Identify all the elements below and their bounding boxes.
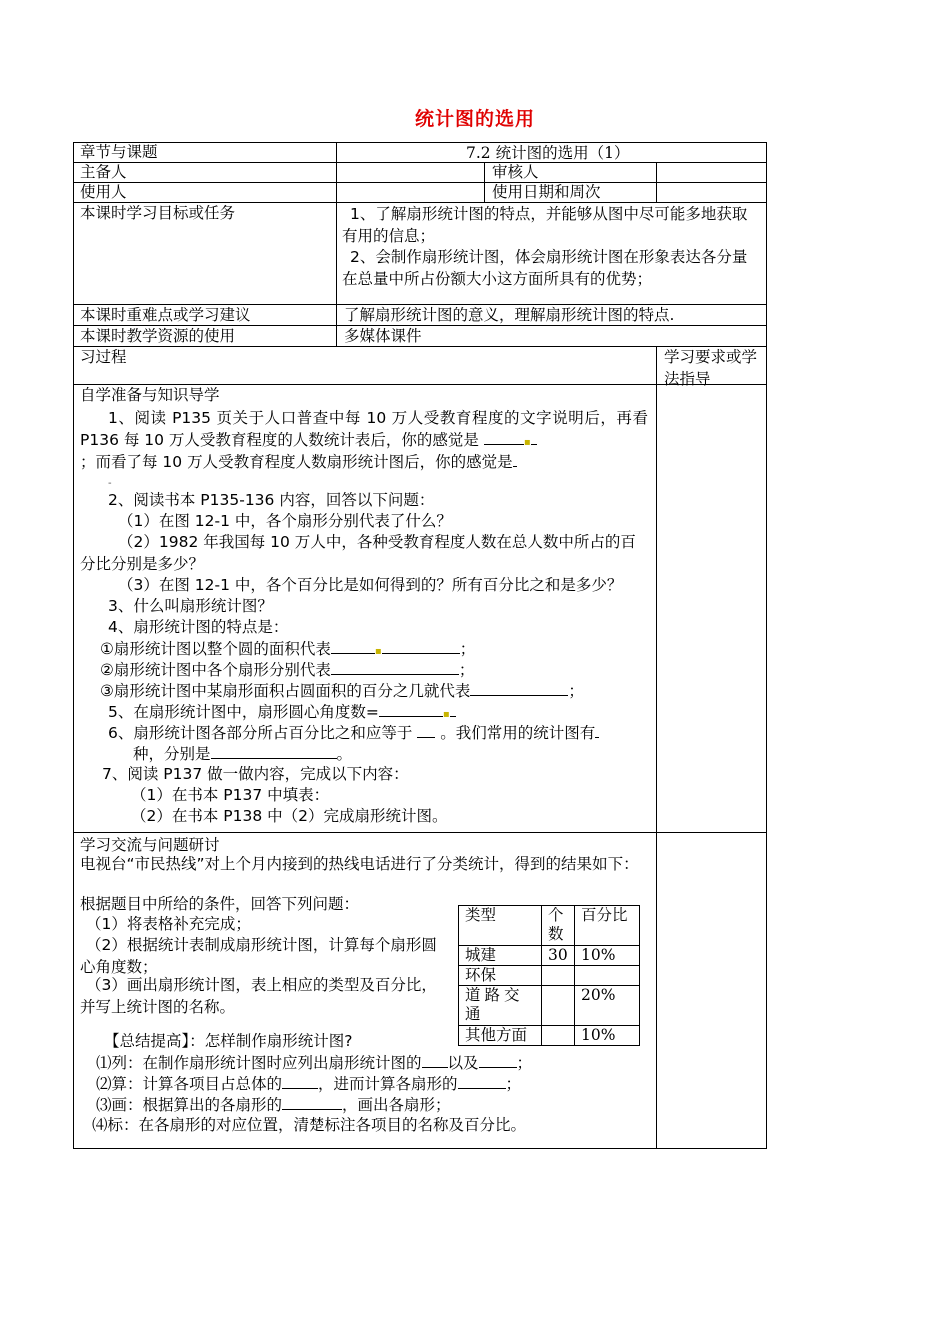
exchange-item-3: （3）画出扇形统计图，表上相应的类型及百分比，并写上统计图的名称。 — [80, 976, 437, 1016]
question-1: 1、阅读 P135 页关于人口普查中每 10 万人受教育程度的文字说明后，再看 P136 每 10 万人受教育程度的人数统计表后，你的感觉是 ▪ — [80, 409, 648, 449]
guide-label: 学习要求或学法指导 — [664, 348, 758, 388]
table-cell: 环保 — [459, 966, 542, 986]
resource-label: 本课时教学资源的使用 — [80, 327, 236, 345]
page-title: 统计图的选用 — [414, 108, 535, 130]
key-value: 了解扇形统计图的意义，理解扇形统计图的特点. — [344, 306, 675, 324]
goal-2: 2、会制作扇形统计图，体会扇形统计图在形象表达各分量在总量中所占份额大小这方面所具有的优势； — [342, 248, 748, 288]
question-7-2: （2）在书本 P138 中（2）完成扇形统计图。 — [131, 807, 448, 825]
goal-label: 本课时学习目标或任务 — [80, 204, 236, 222]
exchange-item-2: （2）根据统计表制成扇形统计图，计算每个扇形圆心角度数； — [80, 936, 437, 976]
table-header: 类型 — [459, 906, 542, 946]
table-header: 百分比 — [575, 906, 640, 946]
question-7: 7、阅读 P137 做一做内容，完成以下内容： — [102, 765, 409, 783]
question-5: 5、在扇形统计图中，扇形圆心角度数= ▪ — [108, 701, 456, 725]
table-cell: 20% — [575, 986, 640, 1026]
question-6: 6、扇形统计图各部分所占百分比之和应等于 。我们常用的统计图有 — [108, 722, 599, 743]
table-cell: 道路交通 — [459, 986, 542, 1026]
exchange-intro: 电视台“市民热线”对上个月内接到的热线电话进行了分类统计，得到的结果如下： — [80, 855, 639, 873]
exchange-item-1: （1）将表格补充完成； — [86, 915, 251, 933]
question-4: 4、扇形统计图的特点是： — [108, 618, 289, 636]
question-4-1: ①扇形统计图以整个圆的面积代表 ▪ ； — [100, 640, 476, 658]
hotline-table — [458, 905, 640, 1046]
question-4-3: ③扇形统计图中某扇形面积占圆面积的百分之几就代表 ； — [100, 682, 584, 700]
question-2: 2、阅读书本 P135-136 内容，回答以下问题： — [108, 491, 435, 509]
table-row — [459, 986, 640, 1026]
table-cell: 10% — [575, 946, 640, 966]
table-cell — [542, 966, 575, 986]
section-value: 7.2 统计图的选用（1） — [466, 144, 630, 162]
question-2-3: （3）在图 12-1 中，各个百分比是如何得到的？所有百分比之和是多少？ — [118, 576, 623, 594]
question-2-1: （1）在图 12-1 中，各个扇形分别代表了什么？ — [118, 512, 452, 530]
table-cell — [575, 966, 640, 986]
exchange-heading: 学习交流与问题研讨 — [80, 836, 220, 854]
summary-title: 【总结提高】：怎样制作扇形统计图? — [104, 1032, 353, 1050]
question-7-1: （1）在书本 P137 中填表： — [131, 786, 330, 804]
table-row — [459, 1026, 640, 1046]
table-cell — [542, 986, 575, 1026]
question-1-b: ；而看了每 10 万人受教育程度人数扇形统计图后，你的感觉是 — [80, 451, 648, 473]
table-cell: 10% — [575, 1026, 640, 1046]
table-header-row — [459, 906, 640, 946]
summary-step-2: ⑵算：计算各项目占总体的 ，进而计算各扇形的 ； — [96, 1075, 522, 1093]
blank-mark: - — [108, 478, 112, 489]
table-header: 个数 — [542, 906, 575, 946]
question-3: 3、什么叫扇形统计图？ — [108, 597, 273, 615]
goal-1: 1、了解扇形统计图的特点，并能够从图中尽可能多地获取有用的信息； — [342, 205, 748, 245]
summary-step-4: ⑷标：在各扇形的对应位置，清楚标注各项目的名称及百分比。 — [92, 1116, 527, 1134]
table-cell: 其他方面 — [459, 1026, 542, 1046]
summary-step-3: ⑶画：根据算出的各扇形的 ，画出各扇形； — [96, 1096, 451, 1114]
section-label: 章节与课题 — [80, 143, 158, 161]
key-label: 本课时重难点或学习建议 — [80, 306, 251, 324]
user-label: 使用人 — [80, 183, 127, 201]
question-4-2: ②扇形统计图中各个扇形分别代表 ； — [100, 661, 475, 679]
table-cell — [542, 1026, 575, 1046]
question-2-2: （2）1982 年我国每 10 万人中，各种受教育程度人数在总人数中所占的百分比分别是多少？ — [80, 533, 636, 573]
self-study-heading: 自学准备与知识导学 — [80, 386, 220, 404]
process-label: 习过程 — [80, 348, 127, 366]
table-cell: 城建 — [459, 946, 542, 966]
resource-value: 多媒体课件 — [344, 327, 422, 345]
question-6-c: 种，分别是 。 — [133, 745, 353, 763]
date-label: 使用日期和周次 — [492, 183, 601, 201]
summary-step-1: ⑴列：在制作扇形统计图时应列出扇形统计图的 以及 ； — [96, 1054, 533, 1072]
exchange-prompt: 根据题目中所给的条件，回答下列问题： — [80, 895, 360, 913]
preparer-label: 主备人 — [80, 163, 127, 181]
reviewer-label: 审核人 — [492, 163, 539, 181]
table-row — [459, 946, 640, 966]
table-cell: 30 — [542, 946, 575, 966]
table-row — [459, 966, 640, 986]
